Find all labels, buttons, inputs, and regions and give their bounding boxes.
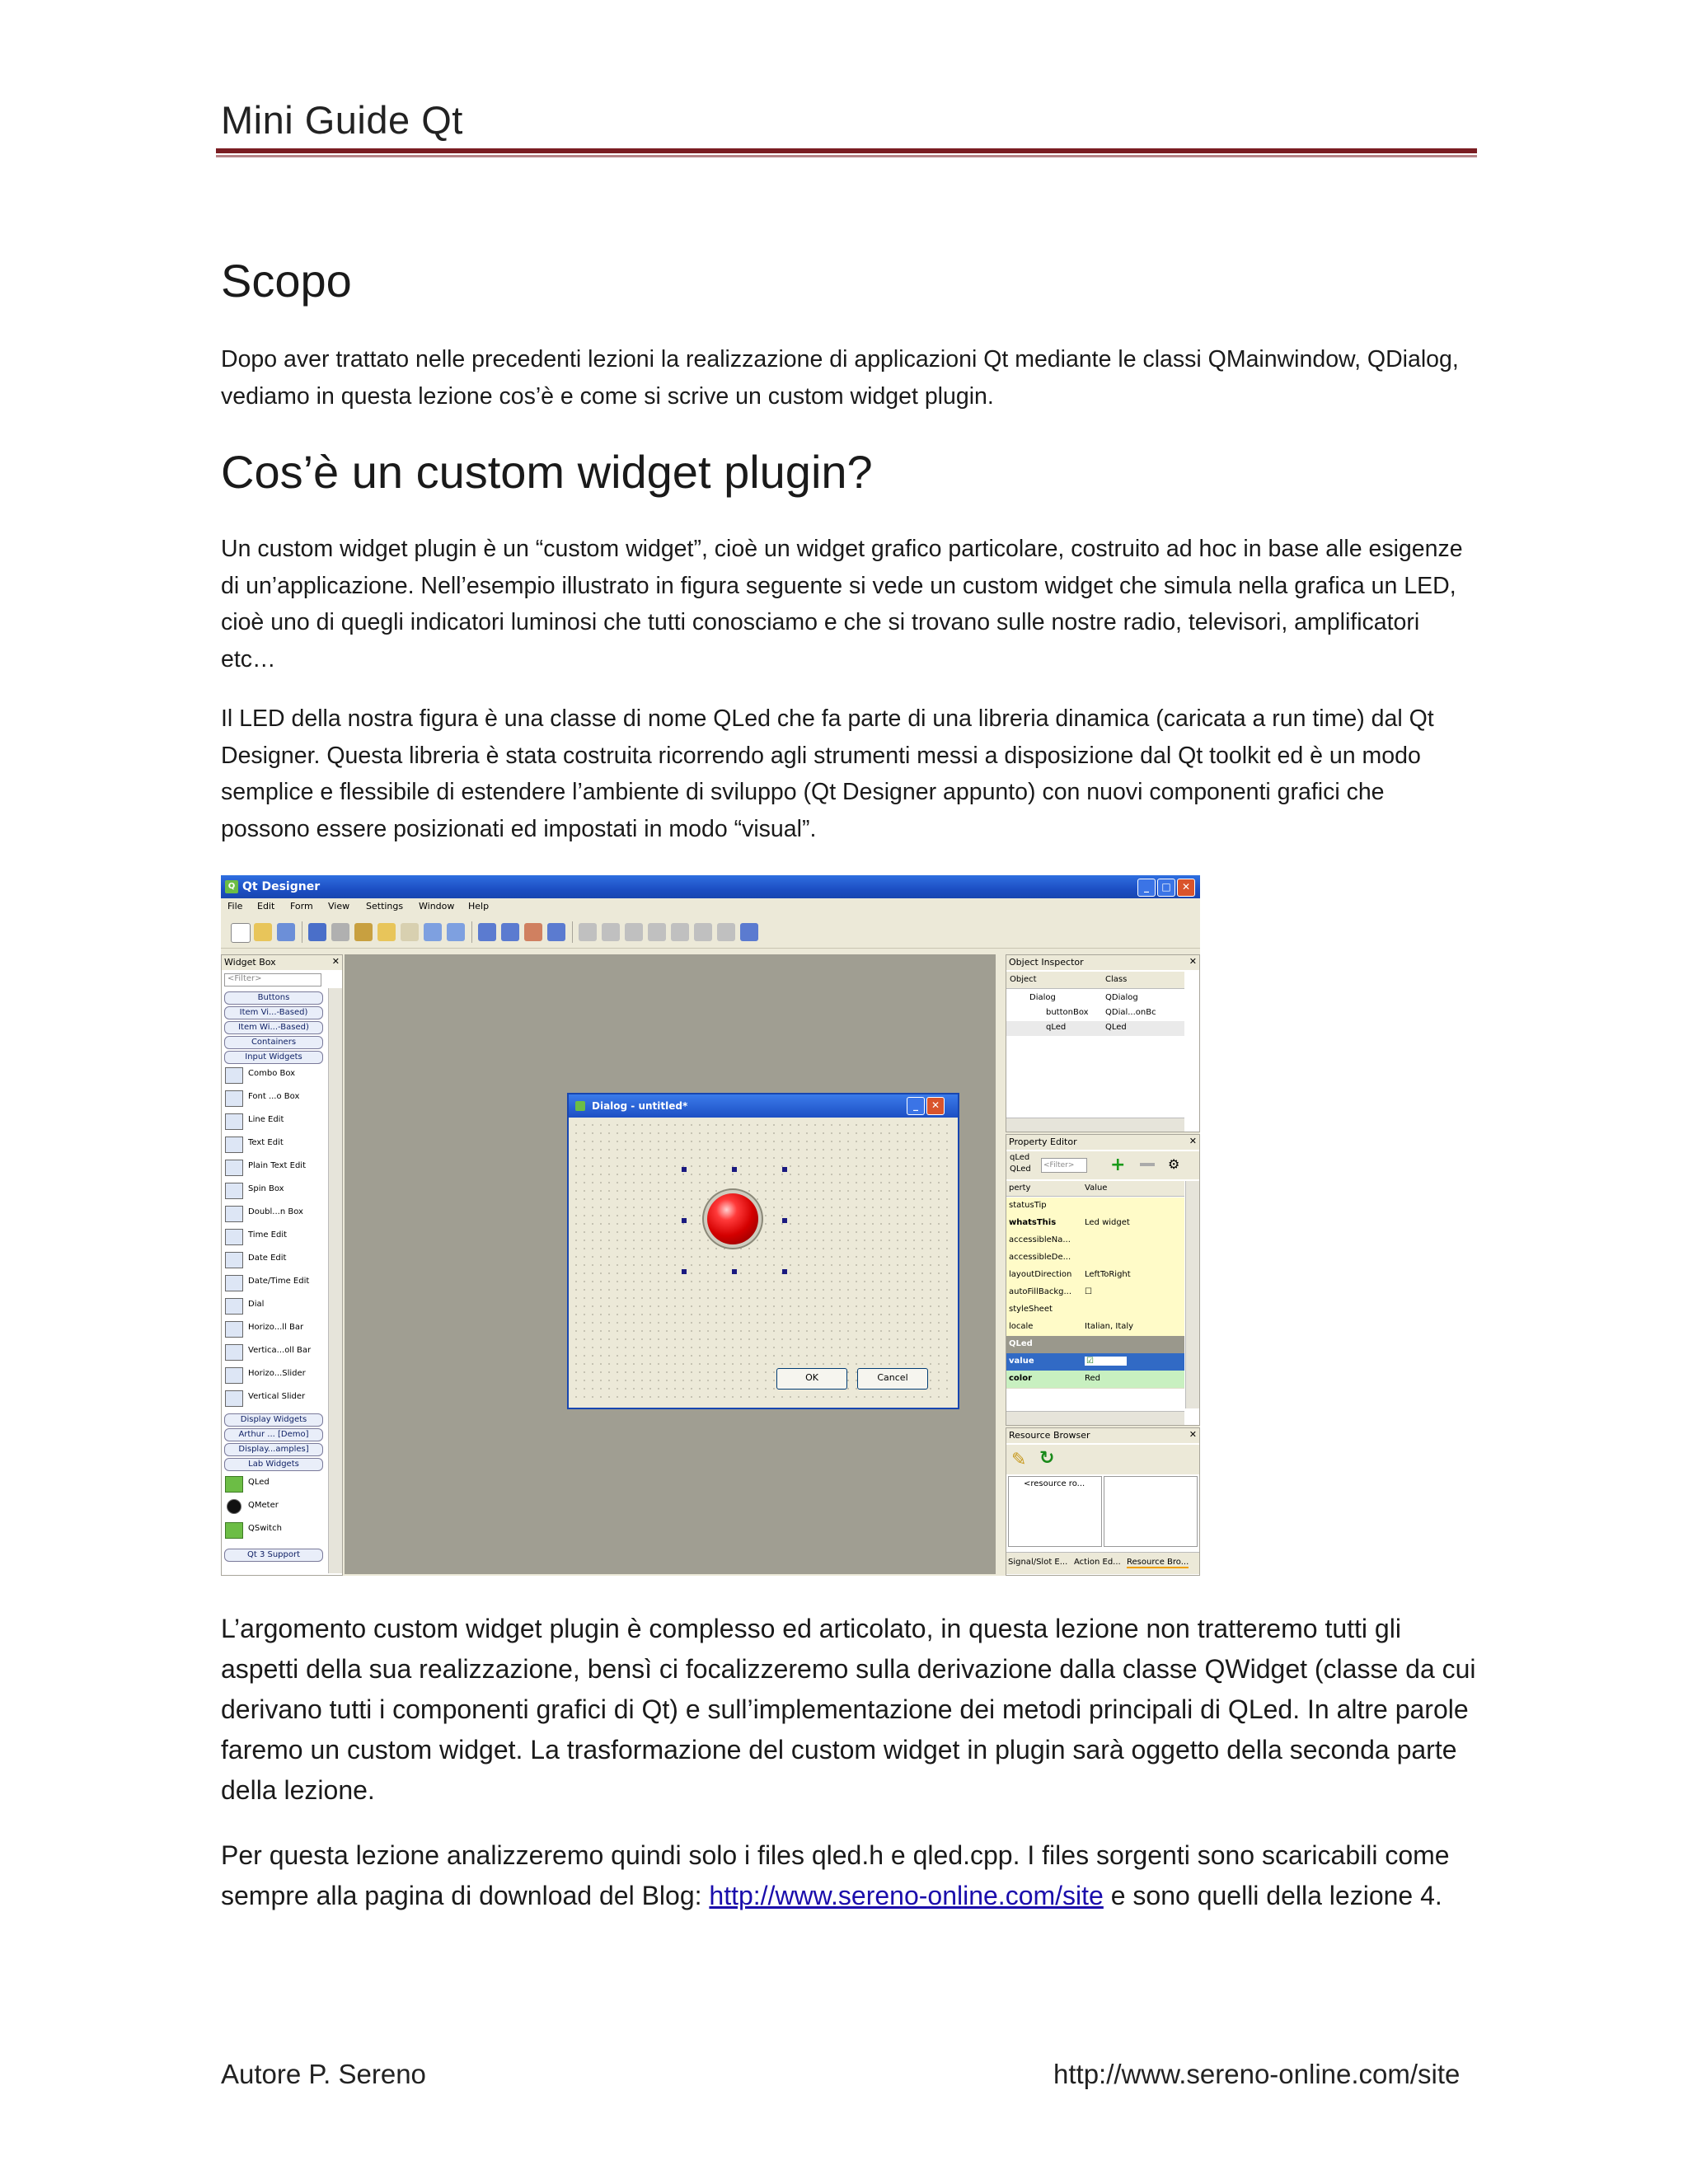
widget-item-label: Combo Box (248, 1069, 296, 1078)
category-buttons[interactable]: Buttons (224, 991, 323, 1005)
selection-handle[interactable] (732, 1269, 737, 1274)
font-combo-icon (225, 1090, 243, 1107)
widget-item-label: QMeter (248, 1501, 279, 1510)
reload-icon[interactable]: ↻ (1039, 1448, 1055, 1469)
edit-widgets-icon[interactable] (478, 923, 496, 941)
edit-tab-order-icon[interactable] (547, 923, 565, 941)
widget-item-label: QSwitch (248, 1524, 282, 1533)
widget-filter-input[interactable]: <Filter> (224, 973, 321, 987)
close-button[interactable]: ✕ (1177, 879, 1195, 897)
copy-icon[interactable] (377, 923, 396, 941)
minimize-button[interactable]: _ (1137, 879, 1156, 897)
object-name: Dialog (1029, 993, 1056, 1002)
property-value[interactable]: ☐ (1085, 1287, 1092, 1296)
layout-horizontal-icon[interactable] (579, 923, 597, 941)
widget-item-label: Font ...o Box (248, 1092, 300, 1101)
line-edit-icon (225, 1113, 243, 1130)
object-inspector-header (1006, 972, 1184, 989)
property-row[interactable] (1006, 1232, 1184, 1250)
resource-browser-panel (1006, 1427, 1200, 1576)
resource-browser-toolbar (1006, 1445, 1199, 1474)
widget-item[interactable] (225, 1179, 322, 1201)
paragraph-argomento: L’argomento custom widget plugin è complesso ed articolato, in questa lezione non tratteremo tutti gli aspetti della sua realizzazione, bensì ci focalizzeremo sulla derivazione dalla classe QWidget (classe da cui derivano tutti i componenti grafici di Qt) e sull’implementazione dei metodi principali di QLed. In altre parole faremo un custom widget. La trasformazione del custom widget in plugin sarà oggetto della seconda parte della lezione. (221, 1614, 1476, 1805)
horizontal-scrollbar[interactable] (1006, 1118, 1184, 1132)
layout-grid-icon[interactable] (671, 923, 689, 941)
resource-tree[interactable] (1008, 1476, 1102, 1547)
spin-box-icon (225, 1183, 243, 1199)
undo-icon[interactable] (308, 923, 326, 941)
selection-handle[interactable] (782, 1218, 787, 1223)
ok-button[interactable]: OK (776, 1368, 847, 1390)
layout-vertical-icon[interactable] (602, 923, 620, 941)
tab-signal-slot-editor[interactable]: Signal/Slot E... (1008, 1558, 1068, 1567)
widget-item-qswitch[interactable] (225, 1519, 322, 1540)
property-name: value (1009, 1357, 1034, 1366)
qt-logo-icon (225, 1476, 243, 1493)
vertical-scrollbar[interactable] (1185, 1181, 1199, 1408)
redo-icon[interactable] (331, 923, 349, 941)
selection-handle[interactable] (732, 1167, 737, 1172)
widget-item-label: Dial (248, 1300, 265, 1309)
dialog-form (567, 1093, 959, 1409)
widget-item[interactable] (225, 1064, 322, 1085)
menu-window[interactable]: Window (419, 901, 455, 912)
object-name: buttonBox (1046, 1008, 1089, 1017)
combo-box-icon (225, 1067, 243, 1084)
files-text-after: e sono quelli della lezione 4. (1103, 1881, 1442, 1910)
vertical-scrollbar-icon (225, 1344, 243, 1361)
property-editor-title: Property Editor (1009, 1137, 1077, 1147)
widget-item-label: Line Edit (248, 1115, 284, 1124)
paragraph-scopo: Dopo aver trattato nelle precedenti lezioni la realizzazione di applicazioni Qt mediante le classi QMainwindow, QDialog, vediamo in questa lezione cos’è e come si scrive un custom widget plugin. (221, 346, 1459, 410)
datetime-edit-icon (225, 1275, 243, 1291)
property-name: locale (1009, 1322, 1034, 1331)
page-header-title: Mini Guide Qt (221, 98, 463, 142)
cut-icon[interactable] (354, 923, 373, 941)
horizontal-scrollbar-icon (225, 1321, 243, 1338)
category-input-widgets[interactable]: Input Widgets (224, 1051, 323, 1064)
vertical-slider-icon (225, 1390, 243, 1407)
header-rule-secondary (216, 155, 1477, 157)
widget-item-label: Date/Time Edit (248, 1277, 310, 1286)
property-editor-titlebar (1006, 1135, 1199, 1150)
category-qt3-support[interactable]: Qt 3 Support (224, 1549, 323, 1562)
property-name: color (1009, 1374, 1033, 1383)
menu-edit[interactable]: Edit (257, 901, 275, 912)
meter-icon (227, 1499, 241, 1514)
files-text-before: Per questa lezione analizzeremo quindi solo i files qled.h e qled.cpp. I files sorgenti sono scaricabili come sempre alla pagina di download del Blog: (221, 1840, 1450, 1910)
header-rule (216, 148, 1477, 153)
property-row[interactable] (1006, 1249, 1184, 1268)
widget-item-label: Vertica...oll Bar (248, 1346, 312, 1355)
widget-item-label: Date Edit (248, 1254, 287, 1263)
time-edit-icon (225, 1229, 243, 1245)
menu-file[interactable]: File (227, 901, 243, 912)
window-title: Qt Designer (242, 880, 321, 893)
open-form-icon[interactable] (254, 923, 272, 941)
widget-item[interactable] (225, 1295, 322, 1316)
widget-item-label: Horizo...ll Bar (248, 1323, 304, 1332)
qt-logo-icon (575, 1101, 585, 1111)
paragraph-custom-widget-intro: Un custom widget plugin è un “custom widget”, cioè un widget grafico particolare, costruito ad hoc in base alle esigenze di un’applicazione. Nell’esempio illustrato in figura seguente si vede un custom widget che simula nella grafica un LED, cioè uno di quegli indicatori luminosi che tutti conosciamo e che si trovano sulle nostre radio, televisori, amplificatori etc… (221, 536, 1463, 673)
widget-item-qled[interactable] (225, 1473, 322, 1494)
selection-handle[interactable] (682, 1269, 687, 1274)
maximize-button[interactable]: □ (1157, 879, 1175, 897)
widget-item[interactable] (225, 1318, 322, 1339)
widget-box-titlebar (222, 955, 342, 970)
selection-handle[interactable] (782, 1269, 787, 1274)
tab-resource-browser[interactable]: Resource Bro... (1127, 1558, 1189, 1567)
resource-browser-titlebar (1006, 1428, 1199, 1443)
qt-designer-screenshot (221, 875, 1200, 1576)
property-name: whatsThis (1009, 1218, 1057, 1227)
widget-box-title: Widget Box (224, 957, 276, 968)
category-display-widgets[interactable]: Display Widgets (224, 1413, 323, 1427)
widget-item[interactable] (225, 1087, 322, 1108)
menu-help[interactable]: Help (468, 901, 490, 912)
widget-box-scrollbar[interactable] (328, 988, 342, 1573)
selected-object-name: qLed (1010, 1153, 1030, 1162)
paste-icon[interactable] (401, 923, 419, 941)
widget-item[interactable] (225, 1226, 322, 1247)
layout-splitter-v-icon[interactable] (648, 923, 666, 941)
selection-handle[interactable] (782, 1167, 787, 1172)
column-property: perty (1009, 1183, 1031, 1193)
widget-box-panel (221, 954, 343, 1576)
dialog-grid (572, 1121, 954, 1404)
send-back-icon[interactable] (447, 923, 465, 941)
edit-resources-icon[interactable]: ✎ (1011, 1450, 1027, 1470)
property-editor-toolbar (1006, 1151, 1199, 1179)
property-value[interactable]: Red (1085, 1374, 1100, 1383)
property-filter-input[interactable]: <Filter> (1041, 1158, 1087, 1173)
remove-property-icon[interactable] (1140, 1163, 1155, 1166)
add-property-icon[interactable]: + (1110, 1155, 1126, 1175)
edit-signals-icon[interactable] (501, 923, 519, 941)
category-item-widgets[interactable]: Item Wi...-Based) (224, 1021, 323, 1034)
category-lab-widgets[interactable]: Lab Widgets (224, 1458, 323, 1471)
selected-object-class: QLed (1010, 1165, 1031, 1174)
dialog-titlebar (569, 1094, 958, 1118)
qt-logo-icon: Q (225, 880, 238, 893)
category-containers[interactable]: Containers (224, 1036, 323, 1049)
widget-item-qmeter[interactable] (225, 1496, 322, 1517)
widget-item[interactable] (225, 1133, 322, 1155)
object-class: QDialog (1105, 993, 1138, 1002)
menu-view[interactable]: View (328, 901, 350, 912)
property-value[interactable]: Led widget (1085, 1218, 1130, 1227)
property-editor-panel (1006, 1134, 1200, 1426)
qt-logo-icon (225, 1522, 243, 1539)
property-row[interactable] (1006, 1267, 1184, 1285)
toolbar-separator (471, 921, 472, 943)
widget-item-label: Plain Text Edit (248, 1161, 306, 1170)
qled-widget[interactable] (707, 1193, 758, 1244)
bring-front-icon[interactable] (424, 923, 442, 941)
edit-buddies-icon[interactable] (524, 923, 542, 941)
cancel-button[interactable]: Cancel (857, 1368, 928, 1390)
widget-item[interactable] (225, 1249, 322, 1270)
form-canvas (345, 954, 996, 1574)
minimize-button[interactable]: _ (907, 1097, 925, 1115)
category-arthur-demo[interactable]: Arthur ... [Demo] (224, 1428, 323, 1441)
dialog-title: Dialog - untitled* (592, 1100, 688, 1112)
property-name: accessibleNa... (1009, 1235, 1071, 1244)
object-inspector-panel (1006, 954, 1200, 1132)
toolbar (221, 915, 1200, 949)
close-icon[interactable]: ✕ (1189, 1429, 1197, 1440)
property-value[interactable]: Italian, Italy (1085, 1322, 1134, 1331)
preview-icon[interactable] (740, 923, 758, 941)
widget-item[interactable] (225, 1202, 322, 1224)
object-name: qLed (1046, 1023, 1067, 1032)
property-row[interactable] (1006, 1197, 1184, 1216)
new-form-icon[interactable] (231, 923, 251, 943)
property-name: statusTip (1009, 1201, 1047, 1210)
paragraph-qled-library: Il LED della nostra figura è una classe di nome QLed che fa parte di una libreria dinamica (caricata a run time) dal Qt Designer. Questa libreria è stata costruita ricorrendo agli strumenti messi a disposizione dal Qt toolkit ed è un modo semplice e flessibile di estendere l’ambiente di sviluppo (Qt Designer appunto) con nuovi componenti grafici che possono essere posizionati ed impostati in modo “visual”. (221, 705, 1434, 842)
widget-item[interactable] (225, 1364, 322, 1385)
section-title-custom-widget: Cos’è un custom widget plugin? (221, 446, 873, 498)
property-row-selected[interactable] (1006, 1353, 1184, 1371)
widget-item[interactable] (225, 1387, 322, 1408)
object-inspector-title: Object Inspector (1009, 957, 1084, 968)
download-link[interactable]: http://www.sereno-online.com/site (709, 1881, 1104, 1910)
plain-text-edit-icon (225, 1160, 243, 1176)
property-row[interactable] (1006, 1301, 1184, 1319)
adjust-size-icon[interactable] (717, 923, 735, 941)
property-name: accessibleDe... (1009, 1253, 1071, 1262)
text-edit-icon (225, 1137, 243, 1153)
horizontal-scrollbar[interactable] (1006, 1411, 1184, 1425)
widget-item-label: Text Edit (248, 1138, 284, 1147)
table-row[interactable] (1006, 991, 1184, 1006)
property-table-header (1006, 1181, 1184, 1197)
widget-item-label: Vertical Slider (248, 1392, 306, 1401)
category-display-examples[interactable]: Display...amples] (224, 1443, 323, 1456)
toolbar-separator (572, 921, 573, 943)
property-group-row[interactable] (1006, 1336, 1184, 1354)
property-value[interactable]: LeftToRight (1085, 1270, 1131, 1279)
window-titlebar (221, 875, 1200, 898)
resource-browser-title: Resource Browser (1009, 1430, 1090, 1441)
break-layout-icon[interactable] (694, 923, 712, 941)
property-value[interactable]: ☑ (1085, 1357, 1127, 1366)
property-row[interactable] (1006, 1284, 1184, 1302)
menu-settings[interactable]: Settings (366, 901, 404, 912)
table-row[interactable] (1006, 1006, 1184, 1021)
category-item-views[interactable]: Item Vi...-Based) (224, 1006, 323, 1019)
widget-item-label: Horizo...Slider (248, 1369, 306, 1378)
object-class: QLed (1105, 1023, 1127, 1032)
dock-tabs (1006, 1552, 1199, 1574)
selection-handle[interactable] (682, 1167, 687, 1172)
property-name: layoutDirection (1009, 1270, 1072, 1279)
save-form-icon[interactable] (277, 923, 295, 941)
close-button[interactable]: ✕ (926, 1097, 945, 1115)
menu-form[interactable]: Form (290, 901, 313, 912)
close-icon[interactable]: ✕ (1189, 1136, 1197, 1146)
section-title-scopo: Scopo (221, 255, 352, 307)
property-row[interactable] (1006, 1319, 1184, 1337)
column-class: Class (1105, 975, 1128, 984)
dial-icon (225, 1298, 243, 1315)
configure-icon[interactable]: ⚙ (1168, 1156, 1180, 1172)
column-object: Object (1010, 975, 1037, 984)
property-name: autoFillBackg... (1009, 1287, 1072, 1296)
widget-item-label: QLed (248, 1478, 270, 1487)
horizontal-slider-icon (225, 1367, 243, 1384)
resource-root[interactable]: <resource ro... (1024, 1479, 1085, 1488)
property-group-name: QLed (1009, 1339, 1033, 1348)
layout-splitter-h-icon[interactable] (625, 923, 643, 941)
widget-item-label: Doubl...n Box (248, 1207, 303, 1216)
menu-bar (221, 898, 1200, 915)
tab-action-editor[interactable]: Action Ed... (1074, 1558, 1121, 1567)
property-row[interactable] (1006, 1371, 1184, 1389)
widget-item[interactable] (225, 1341, 322, 1362)
property-row[interactable] (1006, 1215, 1184, 1233)
paragraph-files (221, 1835, 1482, 1916)
widget-item-label: Spin Box (248, 1184, 284, 1193)
selection-handle[interactable] (682, 1218, 687, 1223)
date-edit-icon (225, 1252, 243, 1268)
close-icon[interactable]: ✕ (331, 956, 340, 967)
object-class: QDial...onBc (1105, 1008, 1156, 1017)
column-value: Value (1085, 1183, 1108, 1193)
footer-url: http://www.sereno-online.com/site (1053, 2059, 1461, 2089)
widget-item-label: Time Edit (248, 1230, 288, 1240)
widget-item[interactable] (225, 1272, 322, 1293)
resource-list[interactable] (1104, 1476, 1198, 1547)
footer-author: Autore P. Sereno (221, 2059, 426, 2089)
widget-item[interactable] (225, 1110, 322, 1132)
close-icon[interactable]: ✕ (1189, 956, 1197, 967)
property-name: styleSheet (1009, 1305, 1053, 1314)
object-inspector-titlebar (1006, 955, 1199, 970)
widget-item[interactable] (225, 1156, 322, 1178)
double-spin-box-icon (225, 1206, 243, 1222)
table-row[interactable] (1006, 1021, 1184, 1036)
